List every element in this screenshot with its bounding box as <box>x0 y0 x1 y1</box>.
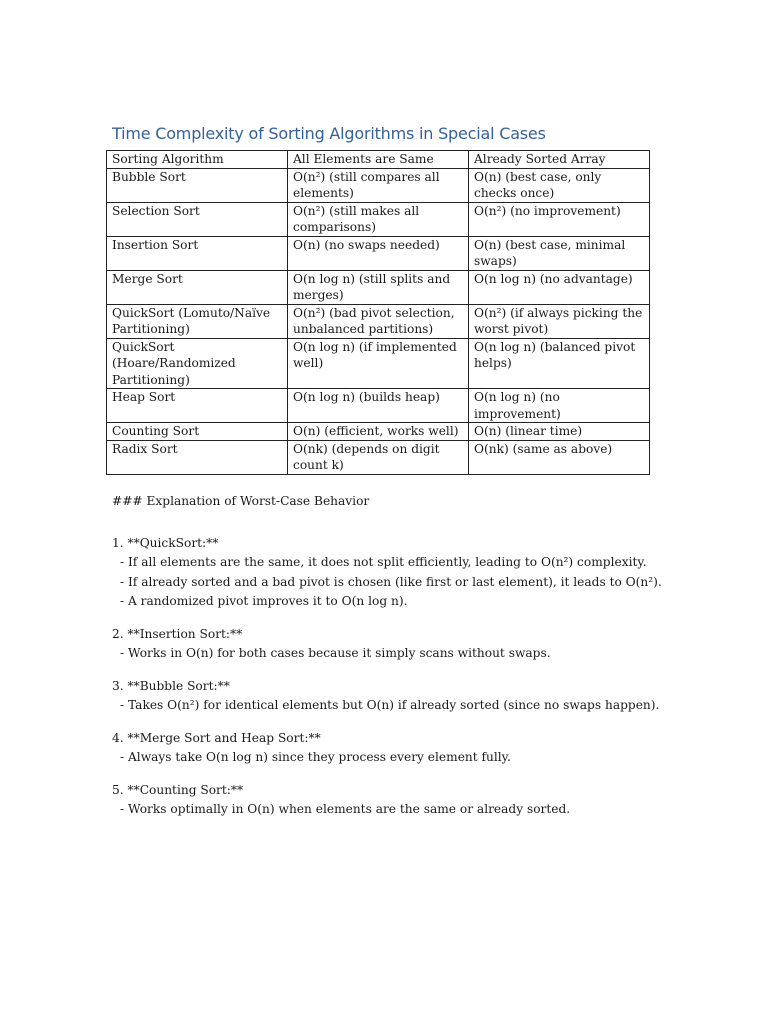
complexity-table <box>106 150 650 475</box>
cell-algorithm: Selection Sort <box>107 202 288 236</box>
cell-all-same: O(n) (efficient, works well) <box>288 423 469 441</box>
table-row <box>107 270 650 304</box>
cell-all-same: O(n²) (still compares all elements) <box>288 168 469 202</box>
explanation-item-line: - Takes O(n²) for identical elements but O(n) if already sorted (since no swaps happen). <box>120 698 660 712</box>
cell-already-sorted: O(n) (linear time) <box>469 423 650 441</box>
cell-algorithm: QuickSort (Hoare/Randomized Partitioning) <box>107 338 288 389</box>
cell-algorithm: Bubble Sort <box>107 168 288 202</box>
cell-already-sorted: O(nk) (same as above) <box>469 440 650 474</box>
explanation-item-line: - Works optimally in O(n) when elements are the same or already sorted. <box>120 802 571 816</box>
explanation-heading: ### Explanation of Worst-Case Behavior <box>112 494 370 508</box>
table-row <box>107 168 650 202</box>
explanation-item-line: - A randomized pivot improves it to O(n log n). <box>120 594 408 608</box>
table-header-row <box>107 151 650 169</box>
cell-already-sorted: O(n log n) (no improvement) <box>469 389 650 423</box>
table-row <box>107 389 650 423</box>
cell-already-sorted: O(n) (best case, only checks once) <box>469 168 650 202</box>
cell-all-same: O(n²) (still makes all comparisons) <box>288 202 469 236</box>
cell-all-same: O(n) (no swaps needed) <box>288 236 469 270</box>
header-cell-already-sorted: Already Sorted Array <box>469 151 650 169</box>
header-cell-all-same: All Elements are Same <box>288 151 469 169</box>
cell-already-sorted: O(n) (best case, minimal swaps) <box>469 236 650 270</box>
cell-algorithm: Heap Sort <box>107 389 288 423</box>
table-row <box>107 440 650 474</box>
cell-already-sorted: O(n log n) (no advantage) <box>469 270 650 304</box>
explanation-item-line: - Always take O(n log n) since they process every element fully. <box>120 750 511 764</box>
header-cell-algorithm: Sorting Algorithm <box>107 151 288 169</box>
cell-algorithm: Radix Sort <box>107 440 288 474</box>
cell-already-sorted: O(n²) (no improvement) <box>469 202 650 236</box>
explanation-item-line: - If all elements are the same, it does not split efficiently, leading to O(n²) complexity. <box>120 555 647 569</box>
table-row <box>107 202 650 236</box>
table-row <box>107 338 650 389</box>
table-row <box>107 423 650 441</box>
explanation-item-line: - If already sorted and a bad pivot is chosen (like first or last element), it leads to O(n²). <box>120 574 662 589</box>
cell-algorithm: QuickSort (Lomuto/Naïve Partitioning) <box>107 304 288 338</box>
cell-algorithm: Merge Sort <box>107 270 288 304</box>
cell-already-sorted: O(n log n) (balanced pivot helps) <box>469 338 650 389</box>
cell-all-same: O(n log n) (still splits and merges) <box>288 270 469 304</box>
explanation-item-title: 4. **Merge Sort and Heap Sort:** <box>112 730 321 745</box>
document-title: Time Complexity of Sorting Algorithms in Special Cases <box>112 124 546 143</box>
cell-all-same: O(nk) (depends on digit count k) <box>288 440 469 474</box>
cell-algorithm: Insertion Sort <box>107 236 288 270</box>
cell-all-same: O(n log n) (builds heap) <box>288 389 469 423</box>
cell-algorithm: Counting Sort <box>107 423 288 441</box>
cell-already-sorted: O(n²) (if always picking the worst pivot) <box>469 304 650 338</box>
explanation-item-title: 1. **QuickSort:** <box>112 535 219 550</box>
explanation-item-title: 5. **Counting Sort:** <box>112 782 244 797</box>
explanation-item-title: 3. **Bubble Sort:** <box>112 678 230 693</box>
cell-all-same: O(n²) (bad pivot selection, unbalanced partitions) <box>288 304 469 338</box>
explanation-item-line: - Works in O(n) for both cases because it simply scans without swaps. <box>120 646 551 660</box>
explanation-section <box>112 492 732 820</box>
explanation-item-title: 2. **Insertion Sort:** <box>112 626 243 641</box>
table-row <box>107 304 650 338</box>
table-row <box>107 236 650 270</box>
cell-all-same: O(n log n) (if implemented well) <box>288 338 469 389</box>
